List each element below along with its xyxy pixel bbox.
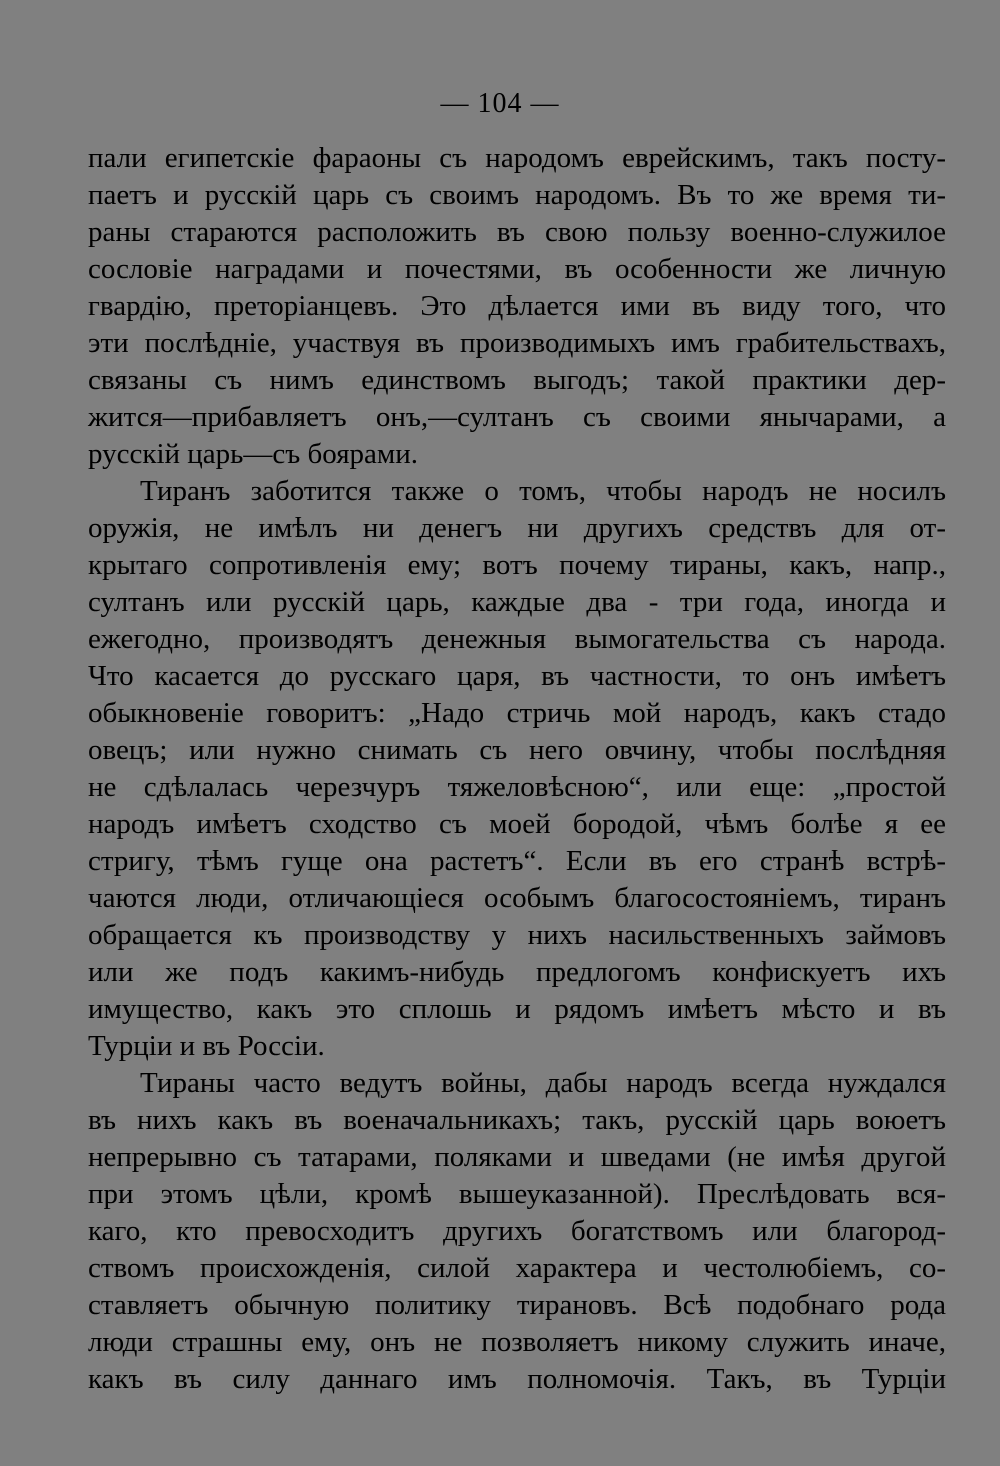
text-line: при этомъ цѣли, кромѣ вышеуказанной). Преслѣдовать вся-: [88, 1178, 946, 1210]
text-line: стригу, тѣмъ гуще она растетъ“. Если въ его странѣ встрѣ-: [88, 845, 946, 877]
text-line: Тиранъ заботится также о томъ, чтобы народъ не носилъ: [140, 475, 946, 507]
text-line: каго, кто превосходитъ другихъ богатствомъ или благород-: [88, 1215, 946, 1247]
text-line: обыкновеніе говоритъ: „Надо стричь мой народъ, какъ стадо: [88, 697, 946, 729]
text-line: паетъ и русскій царь съ своимъ народомъ. Въ то же время ти-: [88, 179, 946, 211]
text-line: имущество, какъ это сплошь и рядомъ имѣетъ мѣсто и въ: [88, 993, 946, 1025]
page-number: — 104 —: [440, 88, 560, 119]
text-line: ставляетъ обычную политику тирановъ. Всѣ подобнаго рода: [88, 1289, 946, 1321]
text-line: или же подъ какимъ-нибудь предлогомъ конфискуетъ ихъ: [88, 956, 946, 988]
text-line: связаны съ нимъ единствомъ выгодъ; такой практики дер-: [88, 364, 946, 396]
text-line: султанъ или русскій царь, каждые два - три года, иногда и: [88, 586, 946, 618]
text-line: Турціи и въ Россіи.: [88, 1030, 325, 1062]
text-line: оружія, не имѣлъ ни денегъ ни другихъ средствъ для от-: [88, 512, 946, 544]
text-line: жится—прибавляетъ онъ,—султанъ съ своими янычарами, а: [88, 401, 946, 433]
text-line: русскій царь—съ боярами.: [88, 438, 419, 470]
text-line: непрерывно съ татарами, поляками и шведами (не имѣя другой: [88, 1141, 946, 1173]
text-line: ствомъ происхожденія, силой характера и честолюбіемъ, со-: [88, 1252, 946, 1284]
text-line: какъ въ силу даннаго имъ полномочія. Такъ, въ Турціи: [88, 1363, 946, 1395]
text-line: эти послѣдніе, участвуя въ производимыхъ имъ грабительствахъ,: [88, 327, 946, 359]
text-line: Тираны часто ведутъ войны, дабы народъ всегда нуждался: [140, 1067, 946, 1099]
text-line: народъ имѣетъ сходство съ моей бородой, чѣмъ болѣе я ее: [88, 808, 946, 840]
text-line: обращается къ производству у нихъ насильственныхъ займовъ: [88, 919, 946, 951]
text-line: пали египетскіе фараоны съ народомъ еврейскимъ, такъ посту-: [88, 142, 946, 174]
text-line: овецъ; или нужно снимать съ него овчину, чтобы послѣдняя: [88, 734, 946, 766]
text-line: Что касается до русскаго царя, въ частности, то онъ имѣетъ: [88, 660, 946, 692]
text-line: крытаго сопротивленія ему; вотъ почему тираны, какъ, напр.,: [88, 549, 946, 581]
text-line: гвардію, преторіанцевъ. Это дѣлается ими въ виду того, что: [88, 290, 946, 322]
text-line: чаются люди, отличающіеся особымъ благосостояніемъ, тиранъ: [88, 882, 946, 914]
text-line: не сдѣлалась черезчуръ тяжеловѣсною“, или еще: „простой: [88, 771, 946, 803]
text-line: ежегодно, производятъ денежныя вымогательства съ народа.: [88, 623, 946, 655]
text-line: раны стараются расположить въ свою пользу военно-служилое: [88, 216, 946, 248]
text-line: люди страшны ему, онъ не позволяетъ никому служить иначе,: [88, 1326, 946, 1358]
text-line: въ нихъ какъ въ военачальникахъ; такъ, русскій царь воюетъ: [88, 1104, 946, 1136]
text-line: сословіе наградами и почестями, въ особенности же личную: [88, 253, 946, 285]
